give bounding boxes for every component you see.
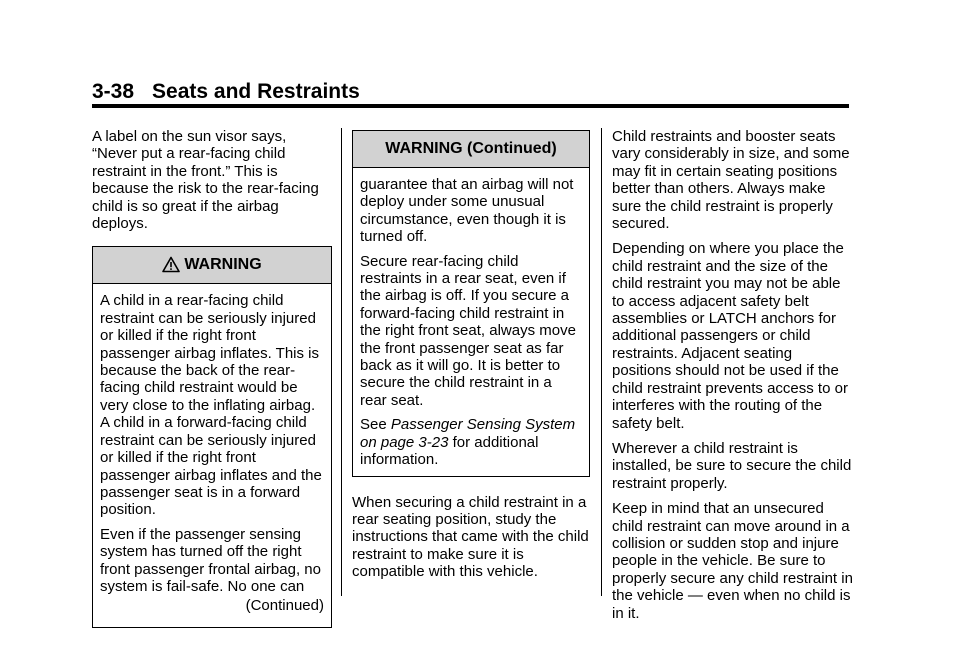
header-rule xyxy=(92,104,849,108)
column-2 xyxy=(352,130,590,589)
warning-paragraph: guarantee that an airbag will not deploy under some unusual circumstance, even though it is turned off. xyxy=(360,176,574,246)
see-label: See xyxy=(360,416,387,434)
body-paragraph: Child restraints and booster seats vary considerably in size, and some may fit in certain seating positions better than others. Always make sure the child restraint is properly secured. xyxy=(612,128,850,233)
column-divider xyxy=(601,128,602,596)
warning-box xyxy=(92,246,332,627)
body-paragraph: When securing a child restraint in a rear seating position, study the instructions that came with the child restraint to make sure it is compatible with this vehicle. xyxy=(352,493,589,581)
page-number: 3-38 xyxy=(92,80,135,103)
warning-continued-header: WARNING (Continued) xyxy=(353,131,589,168)
continued-label: (Continued) xyxy=(245,597,324,615)
body-paragraph: Wherever a child restraint is installed, be sure to secure the child restraint properly. xyxy=(612,439,852,492)
warning-box-header xyxy=(93,247,331,284)
warning-paragraph: Secure rear-facing child restraints in a rear seat, even if the airbag is off. If you secure a forward-facing child restraint in the right front seat, always move the front passenger seat as far back as it will go. It is better to secure the child restraint in a rear seat. xyxy=(360,252,576,409)
column-divider xyxy=(341,128,342,596)
warning-title: WARNING xyxy=(184,256,262,274)
intro-paragraph: A label on the sun visor says, “Never put a rear-facing child restraint in the front.” This is because the risk to the rear-facing child is so great if the airbag deploys. xyxy=(92,128,319,233)
warning-continued-box xyxy=(352,130,590,477)
page-header xyxy=(92,80,360,104)
cross-reference-paragraph xyxy=(360,416,582,468)
warning-box-body xyxy=(93,284,331,626)
column-3 xyxy=(612,128,854,630)
warning-paragraph: Even if the passenger sensing system has turned off the right front passenger frontal airbag, no system is fail-safe. No one can xyxy=(100,525,321,595)
warning-continued-body xyxy=(353,168,589,476)
column-1 xyxy=(92,128,332,628)
cross-reference-suffix: for additional information. xyxy=(360,433,539,469)
warning-paragraph: A child in a rear-facing child restraint can be seriously injured or killed if the right front passenger airbag inflates. This is because the back of the rear-facing child restraint would be very close to the inflating airbag. A child in a forward-facing child restraint can be seriously injured or killed if the right front passenger airbag inflates and the passenger seat is in a forward position. xyxy=(100,292,322,519)
body-paragraph: Keep in mind that an unsecured child restraint can move around in a collision or sudden stop and injure people in the vehicle. Be sure to properly secure any child restraint in the vehicle — even when no child is in it. xyxy=(612,500,853,622)
body-paragraph: Depending on where you place the child restraint and the size of the child restraint you may not be able to access adjacent safety belt assemblies or LATCH anchors for additional passengers or child restraints. Adjacent seating positions should not be used if the child restraint prevents access to or interferes with the routing of the safety belt. xyxy=(612,240,848,432)
warning-triangle-icon xyxy=(162,251,180,287)
cross-reference-link[interactable]: Passenger Sensing System on page 3-23 xyxy=(360,416,576,451)
section-title: Seats and Restraints xyxy=(152,80,360,103)
